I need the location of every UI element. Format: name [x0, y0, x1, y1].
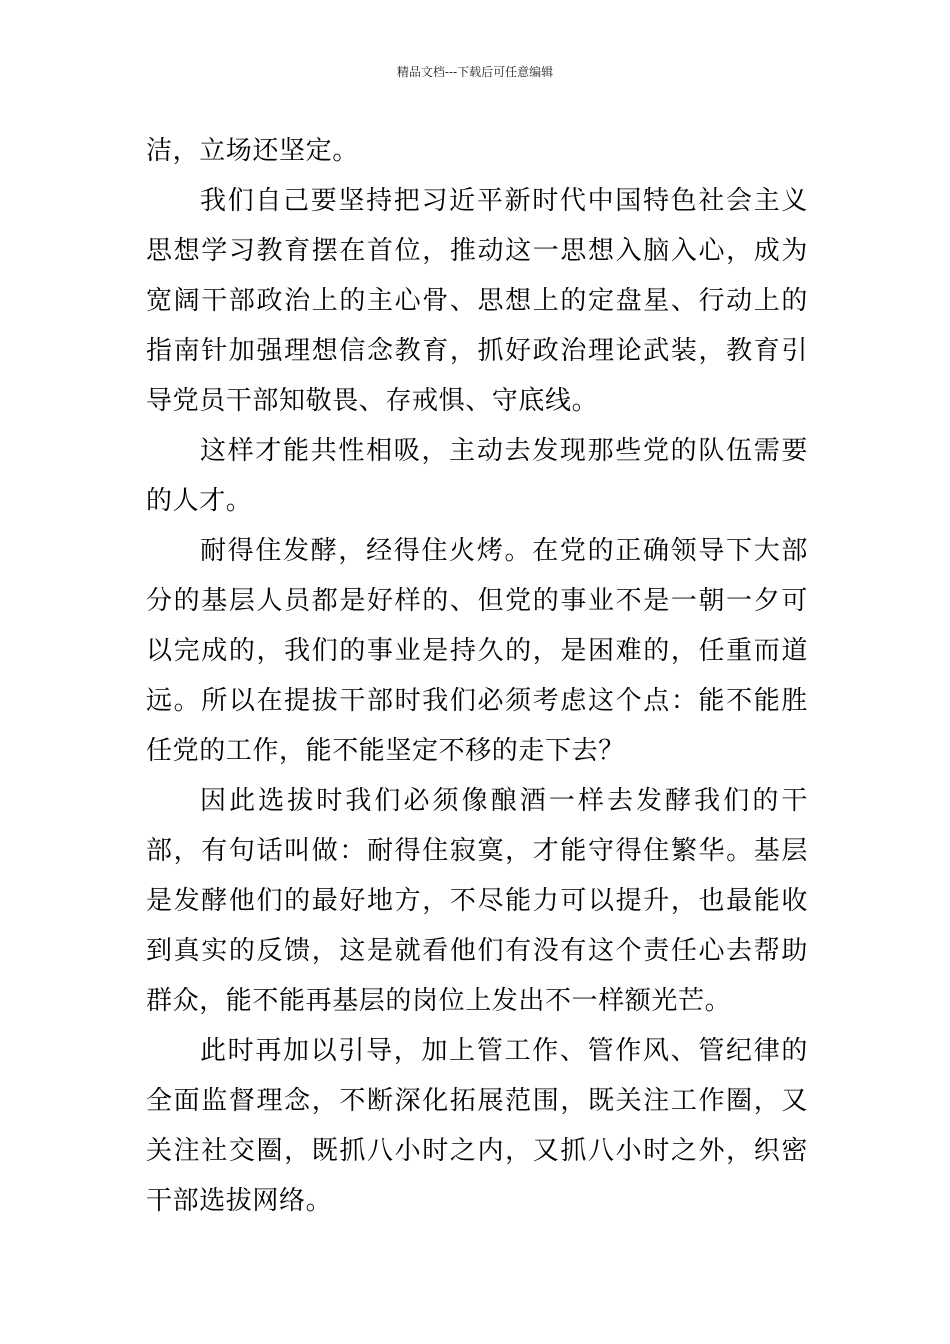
paragraph-supervision: 此时再加以引导，加上管工作、管作风、管纪律的全面监督理念，不断深化拓展范围，既关注工作圈，又关注社交圈，既抓八小时之内，又抓八小时之外，织密干部选拔网络。 — [146, 1036, 808, 1216]
paragraph-continuation: 洁，立场还坚定。 — [146, 136, 359, 166]
paragraph-ideology-education: 我们自己要坚持把习近平新时代中国特色社会主义思想学习教育摆在首位，推动这一思想入脑入心，成为宽阔干部政治上的主心骨、思想上的定盘星、行动上的指南针加强理想信念教育，抓好政治理论武装，教育引导党员干部知敬畏、存戒惧、守底线。 — [146, 186, 808, 416]
document-body — [146, 126, 808, 1226]
paragraph-grassroots-fermentation: 因此选拔时我们必须像酿酒一样去发酵我们的干部，有句话叫做：耐得住寂寞，才能守得住繁华。基层是发酵他们的最好地方，不尽能力可以提升，也最能收到真实的反馈，这是就看他们有没有这个责任心去帮助群众，能不能再基层的岗位上发出不一样额光芒。 — [146, 786, 808, 1016]
paragraph-talent-discovery: 这样才能共性相吸，主动去发现那些党的队伍需要的人才。 — [146, 436, 808, 516]
paragraph-endurance: 耐得住发酵，经得住火烤。在党的正确领导下大部分的基层人员都是好样的、但党的事业不是一朝一夕可以完成的，我们的事业是持久的，是困难的，任重而道远。所以在提拔干部时我们必须考虑这个点：能不能胜任党的工作，能不能坚定不移的走下去？ — [146, 536, 808, 766]
page-header: 精品文档---下载后可任意编辑 — [396, 65, 554, 79]
